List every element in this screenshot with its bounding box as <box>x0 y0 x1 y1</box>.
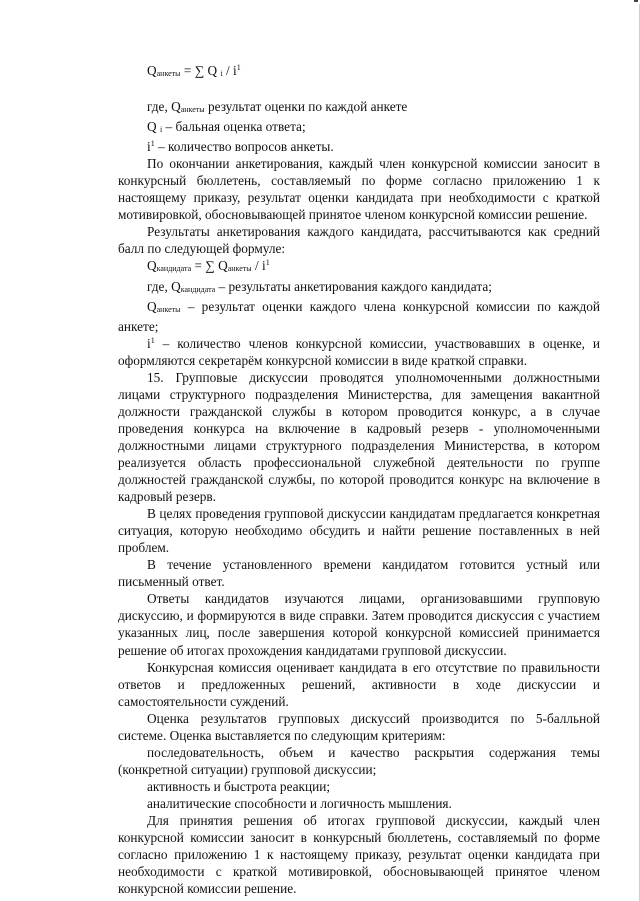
paragraph: Результаты анкетирования каждого кандидата, рассчитываются как средний балл по следующей формуле: <box>118 224 600 257</box>
criterion-item: активность и быстрота реакции; <box>147 778 331 794</box>
paragraph: По окончании анкетирования, каждый член конкурсной комиссии заносит в конкурсный бюллетень, составляемый по форме согласно приложению 1 к настоящему приказу, результат оценки кандидата при необходимости с краткой мотивировкой, обосновывающей принятое членом конкурсной комиссии решение. <box>118 156 600 223</box>
legend-line: где, $Q_{кандидата}$ – результаты анкетирования каждого кандидата; <box>147 278 492 294</box>
legend-line: $i^1$ – количество вопросов анкеты. <box>147 139 334 155</box>
legend-line: Q $_i$ – бальная оценка ответа; <box>147 119 306 135</box>
paragraph: Конкурсная комиссия оценивает кандидата в его отсутствие по правильности ответов и предложенных решений, активности в ходе дискуссии и самостоятельности суждений. <box>118 659 600 709</box>
criterion-item: аналитические способности и логичность мышления. <box>147 795 452 811</box>
formula-candidate: $Q_{кандидата}$ = ∑ $Q_{анкеты} / i^1$ <box>147 258 270 274</box>
criterion-item: последовательность, объем и качество раскрытия содержания темы (конкретной ситуации) групповой дискуссии; <box>118 744 600 777</box>
legend-line: где, $Q_{анкеты}$ результат оценки по каждой анкете <box>147 99 408 115</box>
paragraph: Оценка результатов групповых дискуссий производится по 5-балльной системе. Оценка выставляется по следующим критериям: <box>118 710 600 743</box>
legend-line: $Q_{анкеты}$ – результат оценки каждого члена конкурсной комиссии по каждой анкете; <box>118 298 600 334</box>
paragraph: Для принятия решения об итогах групповой дискуссии, каждый член конкурсной комиссии заносит в конкурсный бюллетень, составляемый по форме согласно приложению 1 к настоящему приказу, результат оценки кандидата при необходимости с краткой мотивировкой, обосновывающей принятое членом конкурсной комиссии решение. <box>118 812 600 897</box>
paragraph: Ответы кандидатов изучаются лицами, организовавшими групповую дискуссию, и формируются в виде справки. Затем проводится дискуссия с участием указанных лиц, после завершения которой конкурсной комиссией принимается решение об итогах прохождения кандидатами групповой дискуссии. <box>118 591 600 658</box>
formula-questionnaire: $Q_{анкеты}$ = ∑ Q $_i / i^1$ <box>147 63 241 78</box>
paragraph: В целях проведения групповой дискуссии кандидатам предлагается конкретная ситуация, которую необходимо обсудить и найти решение поставленных в ней проблем. <box>118 506 600 556</box>
legend-line: $i^1$ – количество членов конкурсной комиссии, участвовавших в оценке, и оформляются секретарём конкурсной комиссии в виде краткой справки. <box>118 335 600 368</box>
document-body <box>118 62 600 897</box>
scan-mark <box>634 0 638 2</box>
paragraph-section-15: 15. Групповые дискуссии проводятся уполномоченными должностными лицами структурного подразделения Министерства, для замещения вакантной должности гражданской службы в котором проводится конкурс, а в случае проведения конкурса на включение в кадровый резерв - уполномоченными должностными лицами структурного подразделения Министерства, в котором реализуется область профессиональной служебной деятельности по группе должностей гражданской службы, по которой проводится конкурс на включение в кадровый резерв. <box>118 369 600 505</box>
paragraph: В течение установленного времени кандидатом готовится устный или письменный ответ. <box>118 557 600 590</box>
